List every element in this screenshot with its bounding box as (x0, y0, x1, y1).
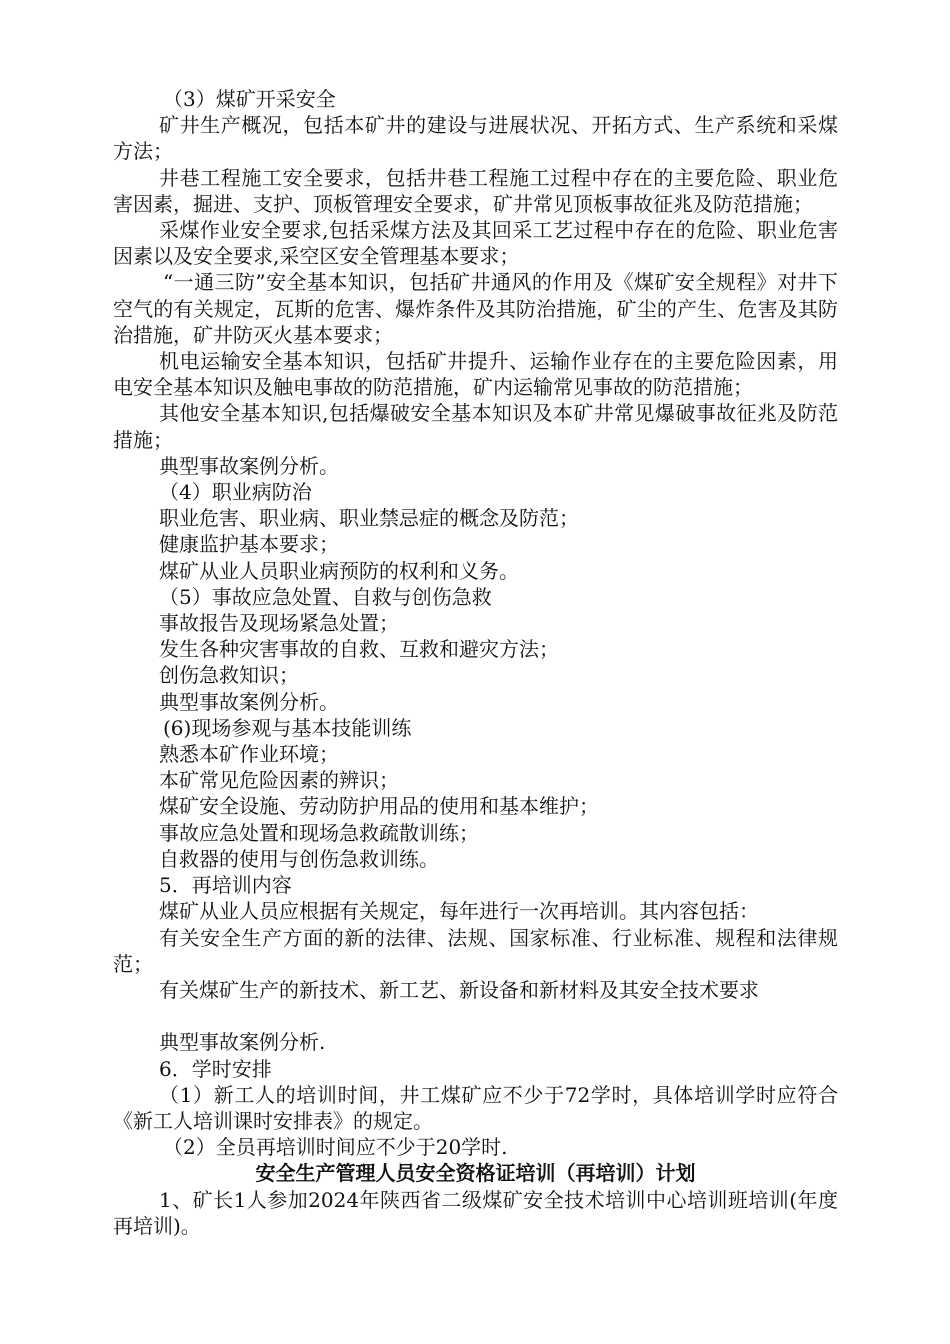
section-heading-mining-safety: （3）煤矿开采安全 (163, 87, 336, 111)
paragraph: 自救器的使用与创伤急救训练。 (159, 846, 439, 871)
paragraph: 发生各种灾害事故的自救、互救和避灾方法； (159, 637, 559, 662)
paragraph: 创伤急救知识； (159, 663, 299, 688)
paragraph: 采煤作业安全要求,包括采煤方法及其回采工艺过程中存在的危险、职业危害因素以及安全要求,采空区安全管理基本要求； (113, 218, 838, 269)
paragraph: 机电运输安全基本知识，包括矿井提升、运输作业存在的主要危险因素，用电安全基本知识及触电事故的防范措施，矿内运输常见事故的防范措施； (113, 349, 838, 400)
paragraph: “一通三防”安全基本知识，包括矿井通风的作用及《煤矿安全规程》对井下空气的有关规定，瓦斯的危害、爆炸条件及其防治措施，矿尘的产生、危害及其防治措施，矿井防灭火基本要求； (113, 270, 838, 347)
blank-line (113, 1003, 838, 1029)
paragraph: 矿井生产概况，包括本矿井的建设与进展状况、开拓方式、生产系统和采煤方法； (113, 113, 838, 164)
paragraph: （1）新工人的培训时间，井工煤矿应不少于72学时，具体培训学时应符合《新工人培训课时安排表》的规定。 (113, 1082, 838, 1133)
paragraph: 事故应急处置和现场急救疏散训练； (159, 820, 479, 845)
paragraph: 煤矿从业人员职业病预防的权利和义务。 (159, 558, 519, 583)
paragraph: 典型事故案例分析. (159, 1030, 326, 1055)
plan-title: 安全生产管理人员安全资格证培训（再培训）计划 (255, 1161, 696, 1186)
section-heading-emergency: （5）事故应急处置、自救与创伤急救 (159, 584, 492, 609)
document-page (113, 86, 838, 1239)
paragraph: 其他安全基本知识,包括爆破安全基本知识及本矿井常见爆破事故征兆及防范措施； (113, 401, 838, 452)
paragraph: 熟悉本矿作业环境； (159, 742, 339, 767)
section-heading-retraining: 5．再培训内容 (159, 873, 292, 898)
paragraph: 有关煤矿生产的新技术、新工艺、新设备和新材料及其安全技术要求 (159, 977, 759, 1002)
paragraph: 职业危害、职业病、职业禁忌症的概念及防范； (159, 506, 579, 531)
paragraph: 煤矿安全设施、劳动防护用品的使用和基本维护； (159, 794, 599, 819)
paragraph: 有关安全生产方面的新的法律、法规、国家标准、行业标准、规程和法律规范； (113, 925, 838, 976)
section-heading-site-visit: (6)现场参观与基本技能训练 (163, 715, 412, 740)
paragraph: 事故报告及现场紧急处置； (159, 611, 399, 636)
section-heading-hours: 6．学时安排 (159, 1056, 272, 1081)
paragraph: 1、矿长1人参加2024年陕西省二级煤矿安全技术培训中心培训班培训(年度再培训)。 (113, 1187, 838, 1238)
paragraph: 本矿常见危险因素的辨识； (159, 768, 399, 793)
paragraph: 井巷工程施工安全要求，包括井巷工程施工过程中存在的主要危险、职业危害因素，掘进、支护、顶板管理安全要求，矿井常见顶板事故征兆及防范措施； (113, 165, 838, 216)
paragraph: 典型事故案例分析。 (159, 689, 339, 714)
paragraph: 煤矿从业人员应根据有关规定，每年进行一次再培训。其内容包括： (159, 899, 759, 924)
paragraph: （2）全员再培训时间应不少于20学时. (163, 1135, 508, 1160)
section-heading-occupational-disease: （4）职业病防治 (159, 480, 312, 505)
paragraph: 典型事故案例分析。 (159, 453, 339, 478)
paragraph: 健康监护基本要求； (159, 532, 339, 557)
